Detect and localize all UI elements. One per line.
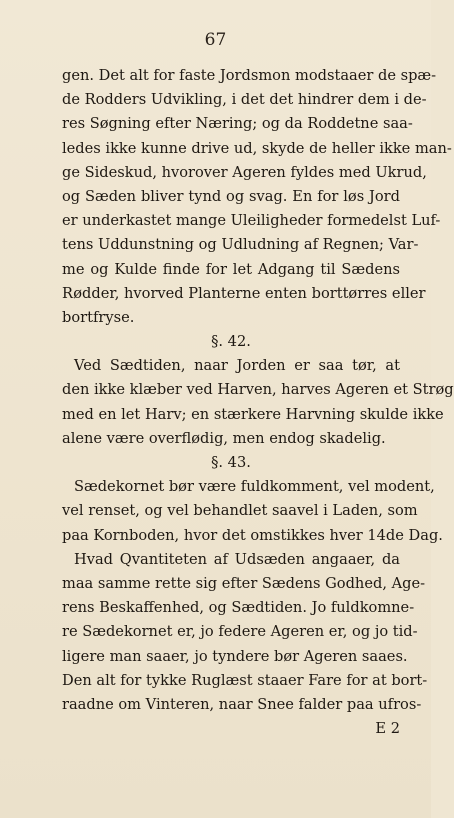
text-line: raadne om Vinteren, naar Snee falder paa ufros- xyxy=(62,695,422,713)
text-line: Ved Sædtiden, naar Jorden er saa tør, at xyxy=(74,357,400,375)
text-line: Hvad Qvantiteten af Udsæden angaaer, da xyxy=(74,550,400,568)
section-heading-42: §. 42. xyxy=(211,333,251,351)
signature-mark: E 2 xyxy=(375,720,400,738)
body-text xyxy=(62,64,454,741)
text-line: ligere man saaer, jo tyndere bør Ageren saaes. xyxy=(62,647,408,665)
text-line: me og Kulde finde for let Adgang til Sædens xyxy=(62,260,400,278)
text-line: gen. Det alt for faste Jordsmon modstaaer de spæ- xyxy=(62,67,437,84)
text-line: den ikke klæber ved Harven, harves Ageren et Strøg xyxy=(62,381,454,399)
text-line: og Sæden bliver tynd og svag. En for løs Jord xyxy=(62,187,400,205)
text-line: er underkastet mange Uleiligheder formedelst Luf- xyxy=(62,212,441,230)
text-line: rens Beskaffenhed, og Sædtiden. Jo fuldkomne- xyxy=(62,599,415,617)
text-line: re Sædekornet er, jo federe Ageren er, og jo tid- xyxy=(62,623,418,641)
text-line: bortfryse. xyxy=(62,308,135,326)
text-line: de Rodders Udvikling, i det det hindrer dem i de- xyxy=(62,91,427,109)
section-heading-43: §. 43. xyxy=(211,454,251,471)
text-line: Rødder, hvorved Planterne enten borttørres eller xyxy=(62,284,426,302)
text-line: maa samme rette sig efter Sædens Godhed, Age- xyxy=(62,574,426,592)
text-line: res Søgning efter Næring; og da Roddetne saa- xyxy=(62,115,413,133)
page-number: 67 xyxy=(204,30,227,50)
text-line: ledes ikke kunne drive ud, skyde de heller ikke man- xyxy=(62,139,452,157)
text-line: paa Kornboden, hvor det omstikkes hver 14de Dag. xyxy=(62,526,443,544)
text-line: vel renset, og vel behandlet saavel i Laden, som xyxy=(62,502,418,520)
text-line: tens Uddunstning og Udludning af Regnen; Var- xyxy=(62,236,419,254)
text-line: med en let Harv; en stærkere Harvning skulde ikke xyxy=(62,405,444,423)
text-line: Sædekornet bør være fuldkomment, vel modent, xyxy=(74,478,435,496)
text-line: alene være overflødig, men endog skadelig. xyxy=(62,429,386,447)
text-line: ge Sideskud, hvorover Ageren fyldes med Ukrud, xyxy=(62,163,427,181)
text-line: Den alt for tykke Ruglæst staaer Fare for at bort- xyxy=(62,671,428,689)
